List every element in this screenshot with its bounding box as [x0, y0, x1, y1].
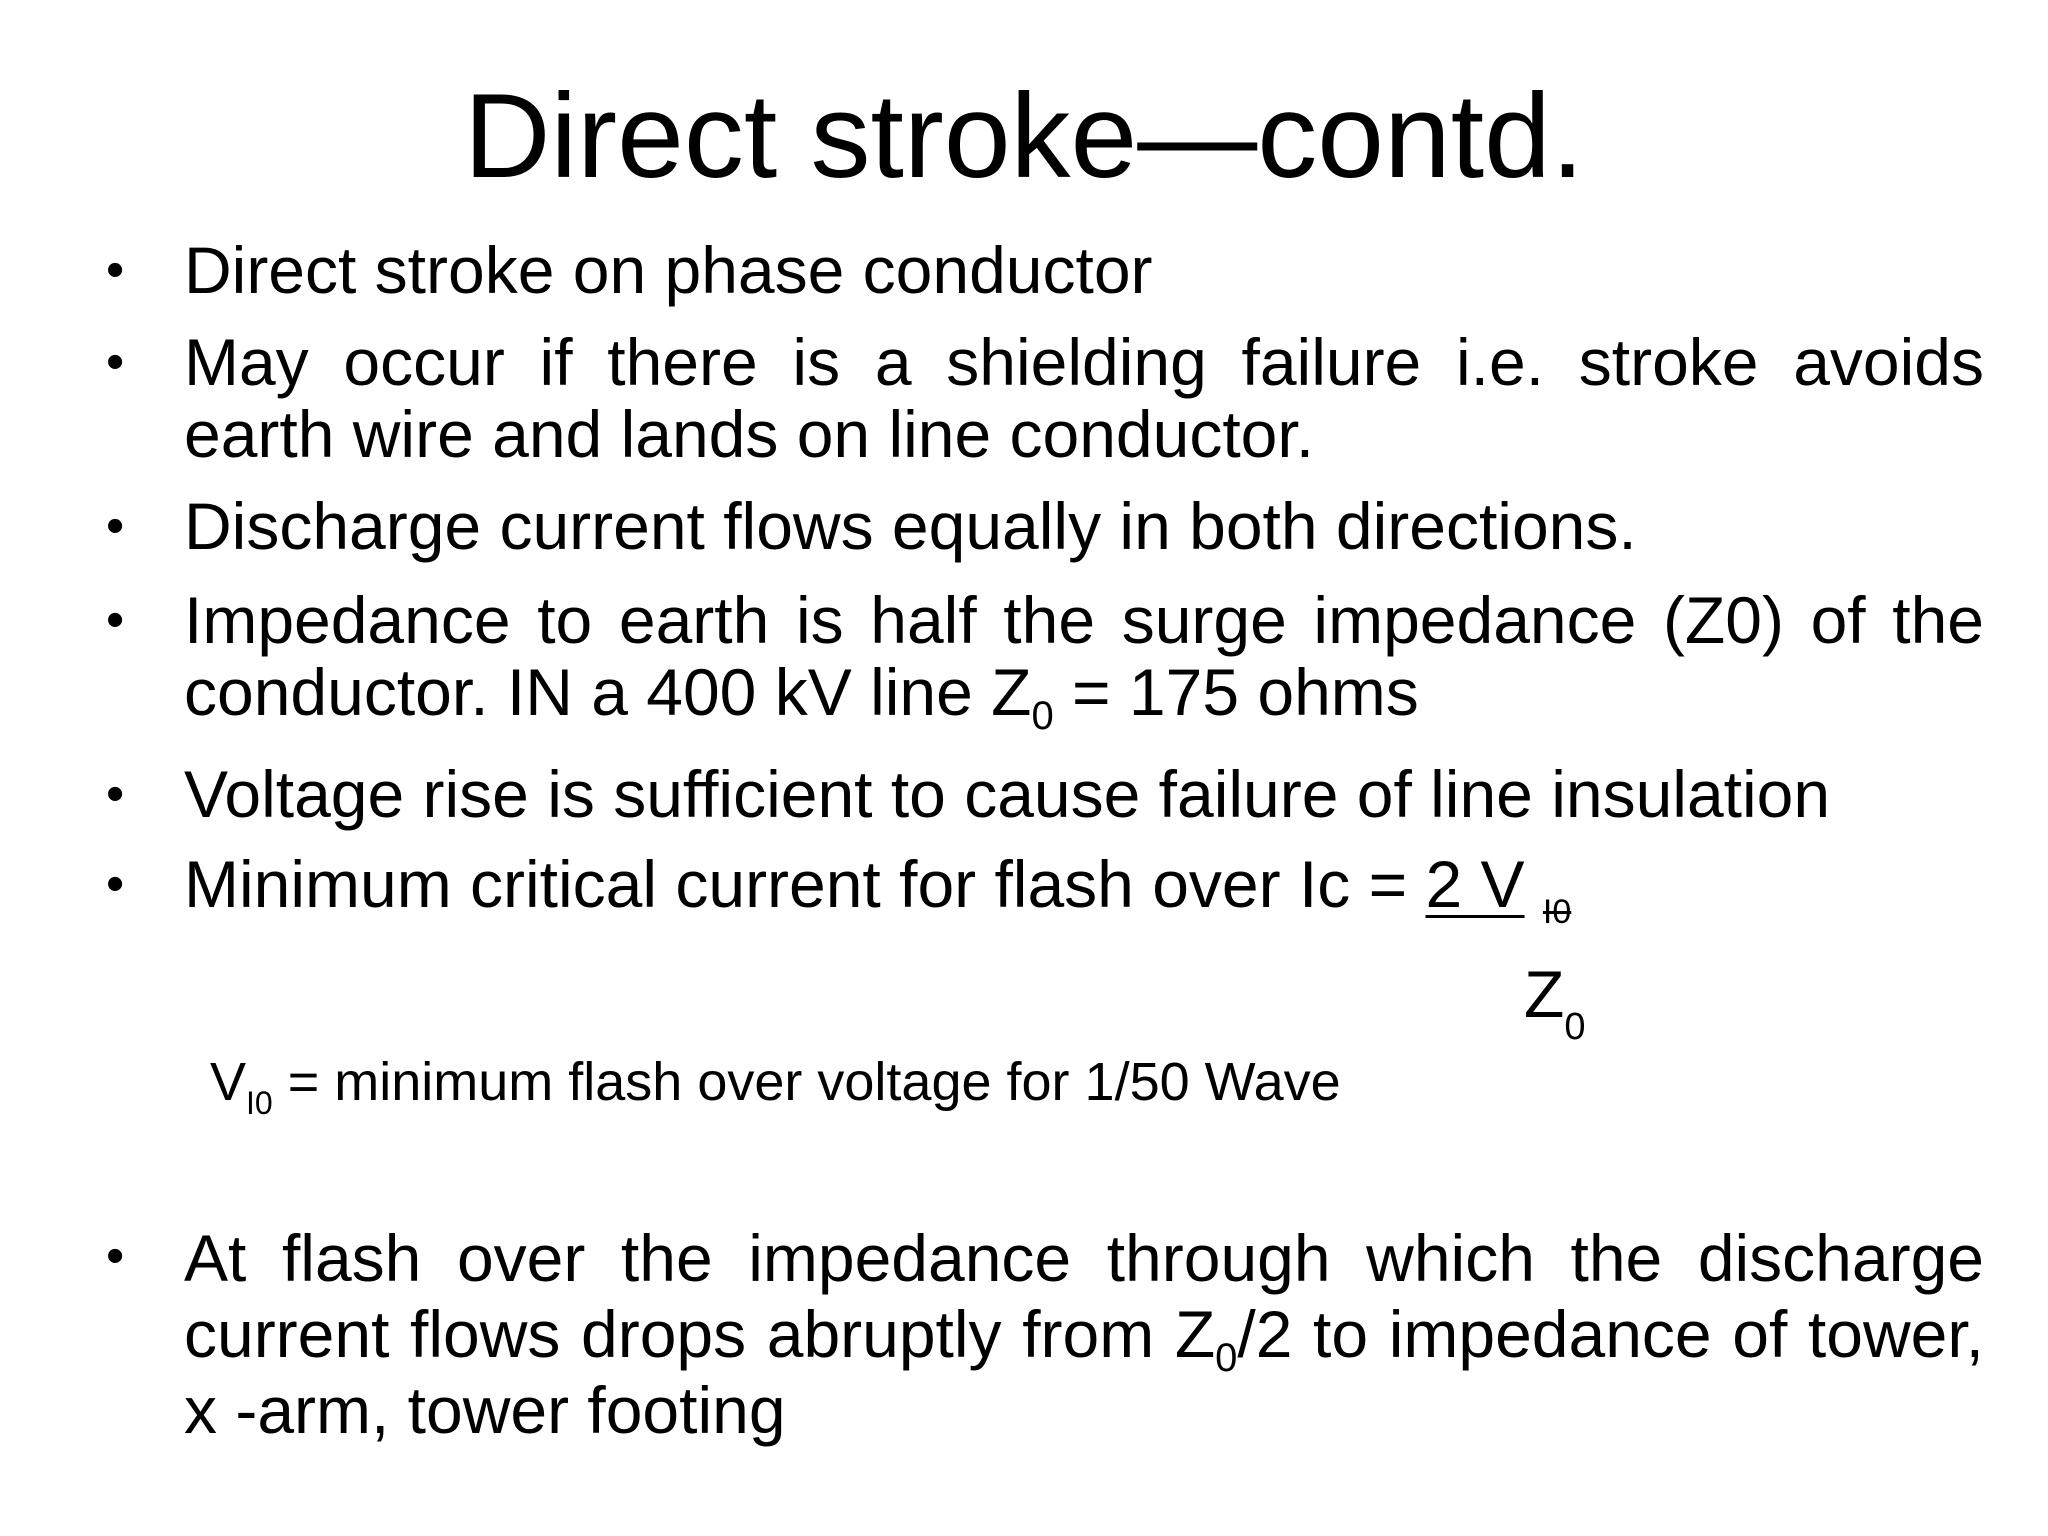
bullet-item — [106, 583, 1984, 738]
bullet-text: Discharge current flows equally in both directions. — [184, 489, 1637, 563]
bullet-text: At flash over the impedance through which the discharge current flows drops abruptly from Z — [184, 1221, 1984, 1371]
bullet-item — [106, 489, 1984, 563]
bullet-dot-icon: • — [106, 765, 125, 823]
bullet-dot-icon: • — [106, 241, 125, 299]
note-symbol: V — [210, 1052, 247, 1112]
formula-numerator: 2 V — [1425, 847, 1525, 921]
bullet-dot-icon: • — [106, 591, 125, 649]
definition-note — [210, 1052, 1341, 1121]
bullet-item — [106, 847, 1984, 931]
bullet-dot-icon: • — [106, 1227, 125, 1285]
subscript: 0 — [1215, 1336, 1238, 1380]
denominator-symbol: Z — [1524, 957, 1565, 1031]
note-text: = minimum flash over voltage for 1/50 Wave — [272, 1052, 1341, 1112]
bullet-text: Voltage rise is sufficient to cause failure of line insulation — [184, 757, 1831, 831]
bullet-text: Direct stroke on phase conductor — [184, 233, 1153, 307]
subscript: 0 — [1031, 694, 1054, 738]
bullet-text: May occur if there is a shielding failure i.e. stroke avoids earth wire and lands on line conductor. — [184, 325, 1984, 471]
formula-numerator-subscript: I0 — [1542, 893, 1572, 931]
bullet-item — [106, 233, 1984, 307]
bullet-text: /2 to impedance of tower, x -arm, tower footing — [184, 1297, 1984, 1447]
bullet-text: Impedance to earth is half the surge impedance (Z0) of the conductor. IN a 400 kV line Z — [184, 583, 1984, 729]
bullet-dot-icon: • — [106, 333, 125, 391]
bullet-item — [106, 757, 1984, 831]
bullet-dot-icon: • — [106, 855, 125, 913]
bullet-item — [106, 325, 1984, 471]
bullet-dot-icon: • — [106, 497, 125, 555]
formula-denominator — [1524, 957, 1586, 1048]
bullet-text: = 175 ohms — [1053, 655, 1419, 729]
denominator-subscript: 0 — [1564, 1006, 1586, 1048]
bullet-item — [106, 1220, 1984, 1448]
slide-title: Direct stroke—contd. — [463, 69, 1585, 203]
bullet-text: Minimum critical current for flash over Ic = — [184, 847, 1426, 921]
note-symbol-subscript: I0 — [246, 1085, 273, 1121]
